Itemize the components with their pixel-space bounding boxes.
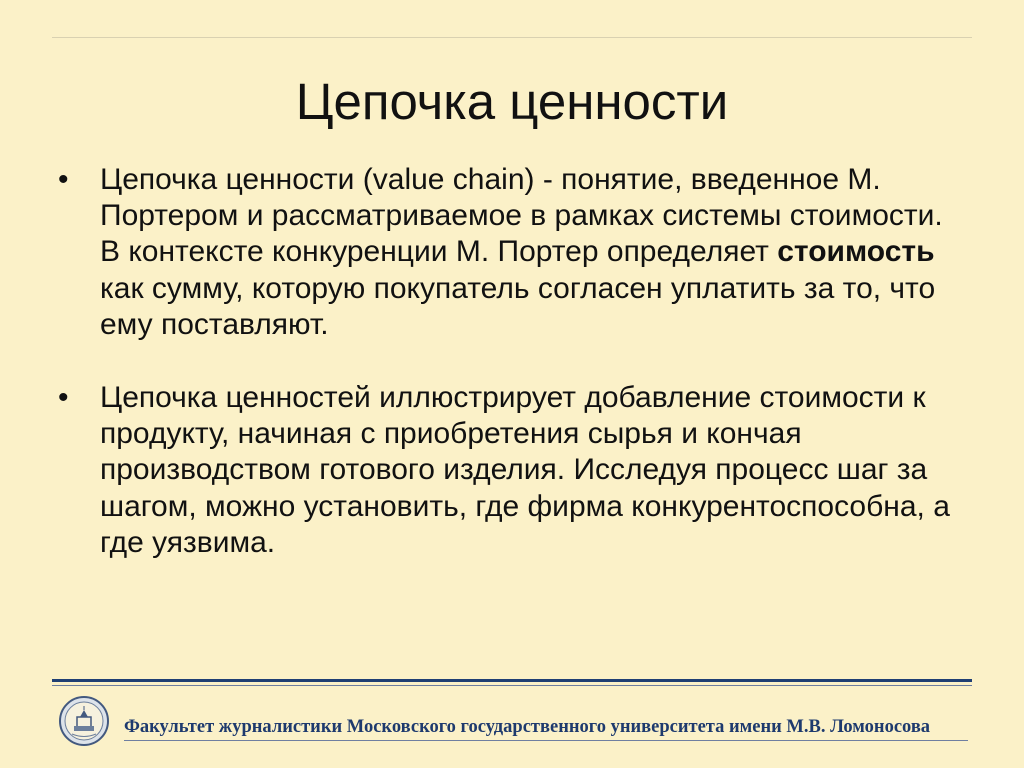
- bullet-item-value-chain-definition: [58, 162, 968, 343]
- bold-term: стоимость: [777, 235, 935, 269]
- slide-title: Цепочка ценности: [295, 73, 729, 130]
- bullet-text-part: как сумму, которую покупатель согласен уплатить за то, что ему поставляют.: [100, 271, 936, 341]
- footer-divider-thin: [52, 685, 972, 686]
- bullet-icon: •: [58, 381, 69, 415]
- bullet-icon: •: [58, 163, 69, 196]
- footer-underline: [124, 740, 968, 741]
- bullet-text: [100, 162, 968, 343]
- footer-divider-thick: [52, 679, 972, 682]
- bullet-text-part: Цепочка ценности (value chain) - понятие, введенное М. Портером и рассматриваемое в рамках системы стоимости. В контексте конкуренции М. Портер определяет: [100, 163, 943, 269]
- bullet-list: [58, 162, 968, 561]
- bullet-text: Цепочка ценностей иллюстрирует добавление стоимости к продукту, начиная с приобретения сырья и кончая производством готового изделия. Исследуя процесс шаг за шагом, можно установить, где фирма конкурентоспособна, а где уязвима.: [100, 381, 950, 559]
- faculty-footer-text: Факультет журналистики Московского государственного университета имени М.В. Ломоносова: [124, 717, 931, 737]
- top-divider: [52, 37, 972, 38]
- msu-seal-icon: [58, 695, 110, 747]
- bullet-item-value-chain-analysis: [58, 380, 968, 561]
